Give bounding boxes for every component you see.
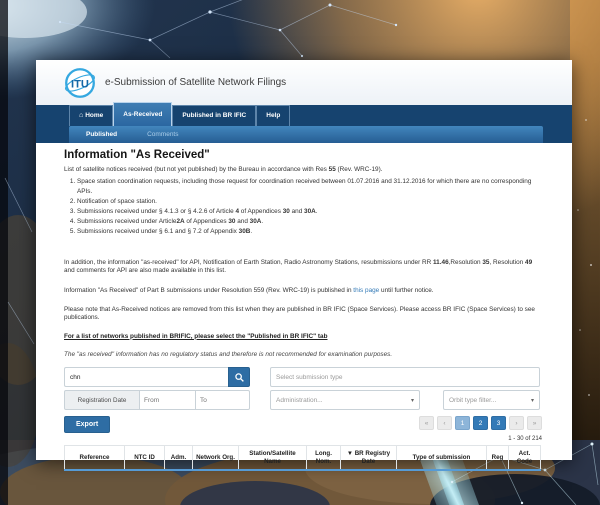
page-1-button[interactable]: 1 bbox=[455, 416, 470, 430]
notice-list bbox=[77, 177, 542, 237]
submission-type-select[interactable]: Select submission type bbox=[270, 367, 540, 387]
intro-text: List of satellite notices received (but not yet published) by the Bureau in accordance with Res 55 (Rev. WRC-19). bbox=[64, 166, 383, 173]
page-first-button[interactable]: « bbox=[419, 416, 434, 430]
itu-logo bbox=[64, 67, 96, 99]
date-from-input[interactable] bbox=[140, 390, 196, 410]
column-reg[interactable]: Reg bbox=[487, 446, 509, 470]
table-header-row bbox=[65, 446, 541, 470]
export-button[interactable]: Export bbox=[64, 416, 110, 433]
page-last-button[interactable]: » bbox=[527, 416, 542, 430]
sub-nav bbox=[69, 126, 543, 143]
app-window bbox=[36, 60, 572, 465]
itu-logo-text: ITU bbox=[71, 77, 89, 90]
addition-text: In addition, the information "as-received" for API, Notification of Earth Station, Radio Astronomy Stations, resubmissions under RR 11.46,Resolution 35, Resolution 49 and comments for API are also made available in this list. bbox=[64, 258, 533, 274]
administration-select-label: Administration... bbox=[276, 396, 323, 404]
administration-select[interactable] bbox=[270, 390, 420, 410]
list-item: 4. Submissions received under Article2A of Appendices 30 and 30A. bbox=[77, 217, 542, 227]
main-nav bbox=[36, 105, 572, 126]
page-2-button[interactable]: 2 bbox=[473, 416, 488, 430]
navigation-zone bbox=[36, 105, 572, 143]
note-text: Please note that As-Received notices are removed from this list when they are published in BR IFIC (Space Services). Please access BR IFIC (Space Services) to see publications. bbox=[64, 306, 535, 321]
disclaimer-text: The "as received" information has no regulatory status and therefore is not recommended for examination purposes. bbox=[64, 350, 393, 358]
actions-row bbox=[64, 416, 542, 433]
list-item: 5. Submissions received under § 6.1 and § 7.2 of Appendix 30B. bbox=[77, 227, 542, 237]
tab-published-in-br-ific[interactable] bbox=[172, 105, 256, 126]
page-heading: Information "As Received" bbox=[64, 149, 210, 161]
page-title: e-Submission of Satellite Network Filings bbox=[105, 77, 287, 88]
orbit-select-label: Orbit type filter... bbox=[449, 396, 497, 404]
column-type-of-submission[interactable]: Type of submission bbox=[397, 446, 487, 470]
chevron-down-icon: ▾ bbox=[410, 397, 414, 404]
list-item: 3. Submissions received under § 4.1.3 or § 4.2.6 of Article 4 of Appendices 30 and 30A. bbox=[77, 207, 542, 217]
pagination bbox=[419, 416, 542, 430]
list-item: 2. Notification of space station. bbox=[77, 197, 542, 207]
column-long-nom[interactable]: Long. Nom. bbox=[307, 446, 341, 470]
results-range: 1 - 30 of 214 bbox=[508, 436, 542, 443]
filter-row-1 bbox=[64, 367, 542, 387]
search-input[interactable] bbox=[64, 367, 228, 387]
inline-link[interactable]: this page bbox=[353, 287, 380, 295]
tab-home[interactable] bbox=[69, 105, 113, 126]
column-reference[interactable]: Reference bbox=[65, 446, 125, 470]
column-ntc-id[interactable]: NTC ID bbox=[125, 446, 165, 470]
app-header bbox=[36, 60, 572, 105]
search-group bbox=[64, 367, 250, 387]
main-content bbox=[36, 143, 572, 471]
brific-cta-text: For a list of networks published in BRIFIC, please select the "Published in BR IFIC" tab bbox=[64, 332, 328, 340]
column-adm[interactable]: Adm. bbox=[165, 446, 193, 470]
subnav-item-comments[interactable]: Comments bbox=[147, 131, 179, 138]
orbit-type-select[interactable] bbox=[443, 390, 540, 410]
tab-help-label: Help bbox=[266, 112, 281, 119]
column-act-code[interactable]: Act. Code bbox=[509, 446, 541, 470]
tab-as-received-label: As-Received bbox=[123, 111, 163, 118]
tab-home-label: Home bbox=[85, 112, 104, 119]
tab-help[interactable] bbox=[256, 105, 290, 126]
search-button[interactable] bbox=[228, 367, 250, 387]
results-table bbox=[64, 445, 541, 471]
date-to-input[interactable] bbox=[196, 390, 250, 410]
partb-text bbox=[64, 287, 542, 295]
filter-row-2 bbox=[64, 390, 542, 410]
column-br-registry-date[interactable]: ▼ BR Registry Date bbox=[341, 446, 397, 470]
subnav-item-published[interactable]: Published bbox=[86, 131, 118, 138]
home-icon: ⌂ bbox=[79, 112, 84, 119]
list-item: 1. Space station coordination requests, including those request for coordination received between 01.07.2016 and 31.12.2016 for which there are no corresponding APIs. bbox=[77, 177, 542, 197]
chevron-down-icon: ▾ bbox=[530, 397, 534, 404]
search-icon bbox=[235, 373, 244, 382]
partb-segments: Information "As Received" of Part B submissions under Resolution 559 (Rev. WRC-19) is published in this page until further notice. bbox=[64, 287, 434, 295]
registration-date-group bbox=[64, 390, 250, 410]
tab-published-label: Published in BR IFIC bbox=[182, 112, 247, 119]
page-prev-button[interactable]: ‹ bbox=[437, 416, 452, 430]
column-station-name[interactable]: Station/Satellite Name bbox=[239, 446, 307, 470]
page-3-button[interactable]: 3 bbox=[491, 416, 506, 430]
page-next-button[interactable]: › bbox=[509, 416, 524, 430]
registration-date-label: Registration Date bbox=[64, 390, 140, 410]
tab-as-received[interactable] bbox=[113, 102, 172, 126]
column-network-org[interactable]: Network Org. bbox=[193, 446, 239, 470]
